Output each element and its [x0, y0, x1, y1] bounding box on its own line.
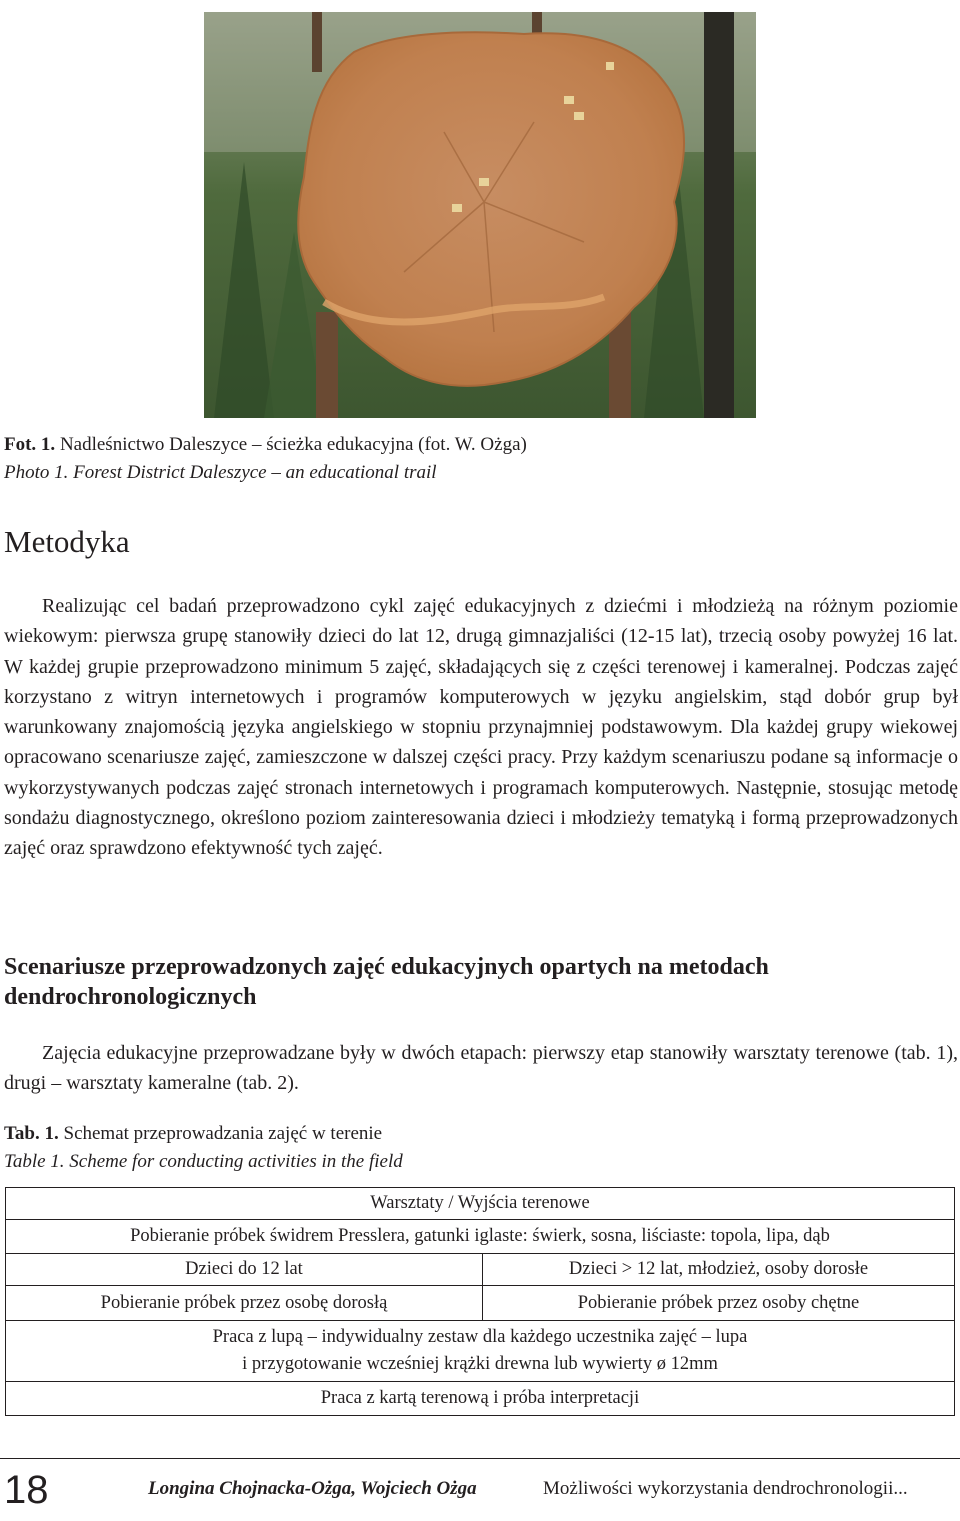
- table-cell-magnifier: [6, 1321, 955, 1382]
- table-cell-group-older: Dzieci > 12 lat, młodzież, osoby dorosłe: [483, 1254, 955, 1286]
- table-caption-pl: [4, 1123, 382, 1145]
- photo-caption-pl: [4, 434, 527, 456]
- scenarios-paragraph: [4, 1038, 958, 1099]
- table-caption-en: Table 1. Scheme for conducting activities in the field: [4, 1151, 403, 1172]
- table-row: [6, 1382, 955, 1416]
- table-cell-group-children: Dzieci do 12 lat: [6, 1254, 483, 1286]
- table-row: [6, 1286, 955, 1321]
- footer-title: Możliwości wykorzystania dendrochronologii...: [543, 1478, 908, 1499]
- table-row: [6, 1321, 955, 1382]
- photo-caption-en: Photo 1. Forest District Daleszyce – an educational trail: [4, 462, 437, 483]
- tree-stem-disc-icon: [204, 12, 756, 418]
- table-cell-field-card: Praca z kartą terenową i próba interpretacji: [6, 1382, 955, 1416]
- tree-disc-photo: [204, 12, 756, 418]
- table-cell-sampling-species: Pobieranie próbek świdrem Presslera, gatunki iglaste: świerk, sosna, liściaste: topola, lipa, dąb: [6, 1220, 955, 1254]
- page-number: 18: [4, 1468, 49, 1512]
- section-heading-methodology: Metodyka: [4, 524, 130, 559]
- table-caption-text: Schemat przeprowadzania zajęć w terenie: [58, 1123, 383, 1144]
- table-row: [6, 1254, 955, 1286]
- magnifier-line-2: i przygotowanie wcześniej krążki drewna lub wywierty ø 12mm: [242, 1354, 718, 1374]
- section-heading-scenarios: Scenariusze przeprowadzonych zajęć edukacyjnych opartych na metodach dendrochronologicznych: [4, 954, 769, 1010]
- photo-caption-label: Fot. 1.: [4, 434, 56, 455]
- scenarios-paragraph-text: Zajęcia edukacyjne przeprowadzane były w dwóch etapach: pierwszy etap stanowiły warsztaty terenowe (tab. 1), drugi – warsztaty kameralne (tab. 2).: [4, 1042, 958, 1095]
- footer-divider: [0, 1458, 960, 1459]
- photo-caption-text: Nadleśnictwo Daleszyce – ścieżka edukacyjna (fot. W. Ożga): [55, 434, 527, 455]
- table-row: [6, 1220, 955, 1254]
- field-activities-table: [5, 1187, 955, 1416]
- footer-authors: Longina Chojnacka-Ożga, Wojciech Ożga: [148, 1478, 477, 1499]
- methodology-paragraph: [4, 591, 958, 864]
- table-header-cell: Warsztaty / Wyjścia terenowe: [6, 1188, 955, 1220]
- methodology-paragraph-text: Realizując cel badań przeprowadzono cykl zajęć edukacyjnych z dziećmi i młodzieżą na różnym poziomie wiekowym: pierwsza grupę stanowiły dzieci do lat 12, drugą gimnazjaliści (12-15 lat), trzecią osoby powyżej 16 lat. W każdej grupie przeprowadzono minimum 5 zajęć, składających się z części terenowej i kameralnej. Podczas zajęć korzystano z witryn internetowych i programów komputerowych w języku angielskim, stąd dobór grup był warunkowany znajomością języka angielskiego w stopniu przynajmniej podstawowym. Dla każdej grupy wiekowej opracowano scenariusze zajęć, zamieszczone w dalszej części pracy. Przy każdym scenariuszu podane są informacje o wykorzystywanych podczas zajęć stronach internetowych i programach komputerowych. Następnie, stosując metodę sondażu diagnostycznego, określono poziom zainteresowania dzieci i młodzieży tematyką i formą przeprowadzonych zajęć oraz sprawdzono efektywność tych zajęć.: [4, 595, 958, 860]
- table-caption-label: Tab. 1.: [4, 1123, 59, 1144]
- table-cell-sampling-volunteers: Pobieranie próbek przez osoby chętne: [483, 1286, 955, 1321]
- magnifier-line-1: Praca z lupą – indywidualny zestaw dla każdego uczestnika zajęć – lupa: [212, 1327, 748, 1347]
- table-cell-sampling-adult: Pobieranie próbek przez osobę dorosłą: [6, 1286, 483, 1321]
- table-row: [6, 1188, 955, 1220]
